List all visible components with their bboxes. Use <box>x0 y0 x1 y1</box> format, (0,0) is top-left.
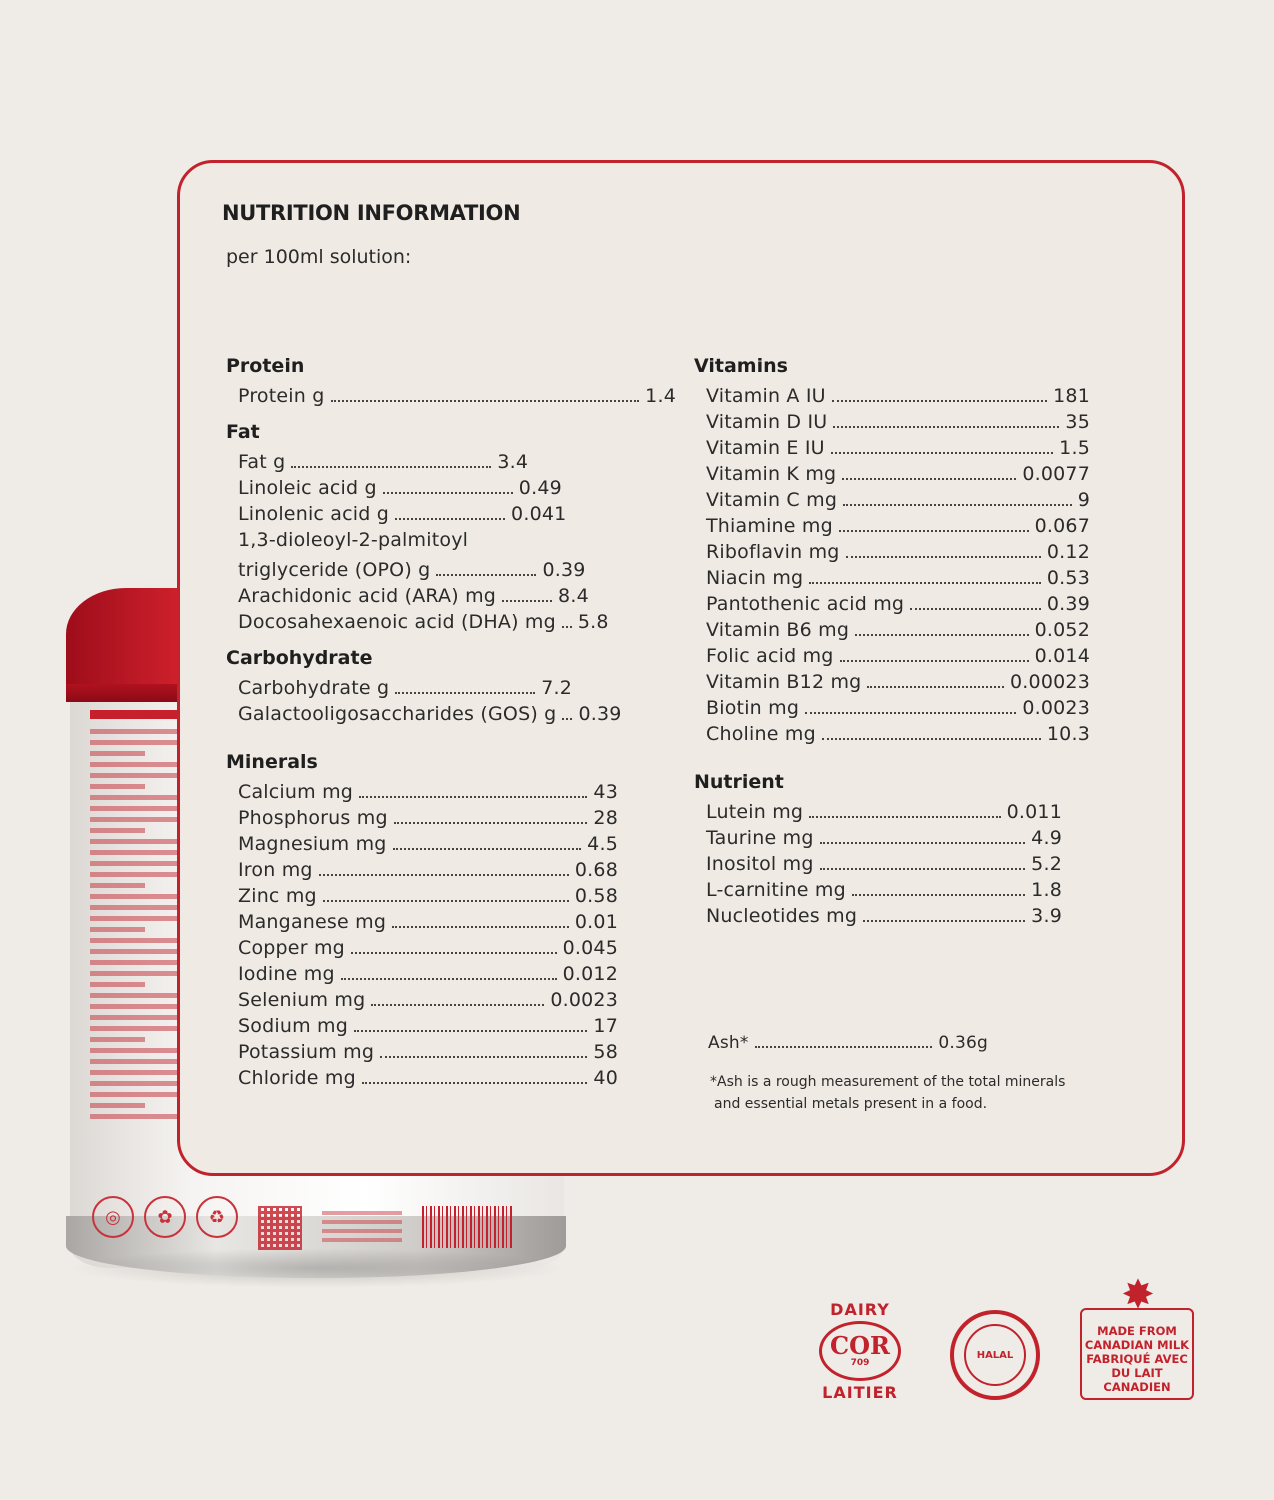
nutrient-name: L-carnitine mg <box>706 879 846 901</box>
nutrient-row <box>706 411 1090 437</box>
milk-badge-line: DU LAIT CANADIEN <box>1103 1366 1171 1394</box>
nutrient-value: 1.4 <box>645 385 676 407</box>
nutrient-value: 0.067 <box>1034 515 1090 537</box>
protein-rows <box>238 385 676 411</box>
nutrient-value: 40 <box>593 1067 618 1089</box>
nutrient-name: Arachidonic acid (ARA) mg <box>238 585 497 607</box>
section-heading-carbohydrate: Carbohydrate <box>226 647 373 669</box>
nutrient-row <box>706 593 1090 619</box>
nutrient-row <box>706 645 1090 671</box>
nutrient-name: Fat g <box>238 451 286 473</box>
halal-certification-badge <box>950 1310 1040 1400</box>
right-column <box>694 355 1134 931</box>
nutrient-row <box>238 885 618 911</box>
nutrient-row <box>238 937 618 963</box>
nutrient-row <box>706 853 1062 879</box>
nutrient-value: 3.4 <box>497 451 529 473</box>
nutrient-row <box>706 723 1090 749</box>
nutrient-value: 5.8 <box>577 611 609 633</box>
seal-icon: ✿ <box>144 1196 186 1238</box>
nutrient-name: Protein g <box>238 385 325 407</box>
nutrient-value: 1.8 <box>1031 879 1062 901</box>
nutrient-value: 0.39 <box>578 703 622 725</box>
nutrient-value: 0.0023 <box>1022 697 1090 719</box>
nutrient-name: Vitamin E IU <box>706 437 825 459</box>
nutrient-row <box>238 1067 618 1093</box>
cor-bottom-text: LAITIER <box>822 1383 898 1402</box>
nutrient-row <box>706 567 1090 593</box>
panel-title: NUTRITION INFORMATION <box>222 201 521 225</box>
nutrient-value: 0.39 <box>542 559 586 581</box>
nutrient-value: 0.68 <box>574 859 618 881</box>
nutrient-value: 0.12 <box>1046 541 1090 563</box>
footnote-line: and essential metals present in a food. <box>714 1096 988 1112</box>
nutrient-value: 58 <box>593 1041 618 1063</box>
nutrient-row <box>238 385 676 411</box>
nutrient-name: Vitamin B6 mg <box>706 619 850 641</box>
nutrient-name: Taurine mg <box>706 827 814 849</box>
nutrient-name: Riboflavin mg <box>706 541 840 563</box>
nutrient-value: 0.052 <box>1034 619 1090 641</box>
certification-badges <box>810 1272 1210 1416</box>
nutrient-row <box>238 989 618 1015</box>
nutrient-name: Lutein mg <box>706 801 804 823</box>
nutrient-value: 7.2 <box>541 677 573 699</box>
nutrient-value: 0.0023 <box>550 989 618 1011</box>
nutrient-name: Vitamin C mg <box>706 489 838 511</box>
nutrient-value: 0.53 <box>1046 567 1090 589</box>
nutrient-value: 181 <box>1053 385 1090 407</box>
nutrient-row <box>706 801 1062 827</box>
cor-number: 709 <box>850 1358 870 1368</box>
nutrient-value: 0.39 <box>1046 593 1090 615</box>
can-icons <box>92 1196 238 1238</box>
nutrient-name: Carbohydrate g <box>238 677 390 699</box>
nutrient-row <box>708 1033 988 1059</box>
nutrient-name: Selenium mg <box>238 989 366 1011</box>
nutrient-value: 0.041 <box>511 503 567 525</box>
nutrient-name: Chloride mg <box>238 1067 356 1089</box>
nutrient-name: Potassium mg <box>238 1041 375 1063</box>
cor-mark: COR <box>830 1331 890 1360</box>
nutrient-row <box>238 611 676 637</box>
nutrient-name: Sodium mg <box>238 1015 348 1037</box>
nutrient-row <box>238 833 618 859</box>
nutrition-panel <box>177 160 1185 1176</box>
can-label-text <box>90 710 182 1170</box>
nutrient-row <box>238 859 618 885</box>
nutrient-value: 43 <box>593 781 618 803</box>
nutrient-row <box>706 697 1090 723</box>
nutrient-value: 1.5 <box>1059 437 1090 459</box>
nutrient-name: Niacin mg <box>706 567 804 589</box>
nutrient-row <box>238 1015 618 1041</box>
section-heading-vitamins: Vitamins <box>694 355 788 377</box>
nutrient-name: Iodine mg <box>238 963 335 985</box>
nutrient-row <box>706 463 1090 489</box>
nutrient-value: 9 <box>1077 489 1090 511</box>
nutrient-row <box>238 911 618 937</box>
nutrient-value: 0.00023 <box>1010 671 1090 693</box>
nutrient-row <box>706 619 1090 645</box>
nutrient-name: Docosahexaenoic acid (DHA) mg <box>238 611 556 633</box>
nutrient-row <box>238 477 676 503</box>
nutrient-value: 10.3 <box>1046 723 1090 745</box>
barcode-icon <box>422 1206 512 1248</box>
nutrient-value: 0.011 <box>1006 801 1062 823</box>
can-address-text <box>322 1206 402 1247</box>
nutrient-value: 4.5 <box>587 833 618 855</box>
nutrient-row <box>238 559 676 585</box>
nutrient-value: 0.045 <box>562 937 618 959</box>
nutrient-row <box>706 489 1090 515</box>
nutrient-row <box>238 781 618 807</box>
nutrient-name: Zinc mg <box>238 885 317 907</box>
nutrient-name: Phosphorus mg <box>238 807 388 829</box>
nutrient-value: 4.9 <box>1031 827 1062 849</box>
qr-code-icon <box>258 1206 302 1250</box>
nutrient-value: 0.36g <box>938 1033 988 1053</box>
nutrient-row <box>238 451 676 477</box>
can-footer <box>258 1206 512 1250</box>
nutrient-name: Vitamin A IU <box>706 385 826 407</box>
vitamins-rows <box>706 385 1090 749</box>
nutrient-name: Linoleic acid g <box>238 477 377 499</box>
nutrient-value: 5.2 <box>1031 853 1062 875</box>
cor-dairy-badge <box>810 1300 910 1410</box>
milk-badge-line: MADE FROM <box>1097 1324 1177 1338</box>
cor-ring-icon <box>819 1321 901 1381</box>
nutrient-row <box>706 671 1090 697</box>
milk-badge-line: FABRIQUÉ AVEC <box>1086 1352 1188 1366</box>
nutrient-name: Vitamin K mg <box>706 463 837 485</box>
nutrient-value: 3.9 <box>1031 905 1062 927</box>
panel-subtitle: per 100ml solution: <box>226 246 412 268</box>
nutrient-row <box>238 585 676 611</box>
nutrient-value: 8.4 <box>558 585 589 607</box>
nutrient-name: Pantothenic acid mg <box>706 593 905 615</box>
nutrient-value: 35 <box>1065 411 1090 433</box>
nutrient-row <box>238 677 676 703</box>
nutrient-row <box>706 879 1062 905</box>
nutrient-row <box>706 905 1062 931</box>
section-heading-minerals: Minerals <box>226 751 318 773</box>
nutrient-name: Ash* <box>708 1033 749 1053</box>
milk-badge-line: CANADIAN MILK <box>1084 1338 1190 1352</box>
carbohydrate-rows <box>238 677 676 729</box>
can-shadow <box>66 1248 566 1288</box>
section-heading-nutrient: Nutrient <box>694 771 784 793</box>
cor-top-text: DAIRY <box>830 1300 890 1319</box>
nutrient-name: Linolenic acid g <box>238 503 390 525</box>
nutrient-value: 0.01 <box>574 911 618 933</box>
nutrient-name: Magnesium mg <box>238 833 387 855</box>
nutrient-value: 0.0077 <box>1022 463 1090 485</box>
recycle-icon: ♻ <box>196 1196 238 1238</box>
nutrient-row <box>238 807 618 833</box>
footnote-line: *Ash is a rough measurement of the total minerals <box>710 1074 1066 1090</box>
nutrient-name: triglyceride (OPO) g <box>238 559 431 581</box>
fat-rows <box>238 451 676 637</box>
nutrient-row <box>238 503 676 529</box>
nutrient-value: 0.014 <box>1034 645 1090 667</box>
nutrient-row <box>706 827 1062 853</box>
nutrient-name: Vitamin D IU <box>706 411 828 433</box>
nutrient-name-line: 1,3-dioleoyl-2-palmitoyl <box>238 529 469 551</box>
nutrient-row <box>706 385 1090 411</box>
nutrient-name: Iron mg <box>238 859 313 881</box>
nutrient-name: Inositol mg <box>706 853 814 875</box>
nutrient-value: 17 <box>593 1015 618 1037</box>
nutrient-row <box>706 541 1090 567</box>
nutrient-row <box>238 703 676 729</box>
canadian-milk-badge <box>1080 1272 1194 1400</box>
nutrient-name: Thiamine mg <box>706 515 833 537</box>
nutrient-rows <box>706 801 1062 931</box>
section-heading-fat: Fat <box>226 421 260 443</box>
nutrient-row <box>706 437 1090 463</box>
maple-leaf-cow-icon: ✸ <box>1121 1272 1155 1318</box>
nutrient-name: Nucleotides mg <box>706 905 858 927</box>
nutrient-name: Biotin mg <box>706 697 800 719</box>
nutrient-name: Folic acid mg <box>706 645 834 667</box>
nutrient-name: Copper mg <box>238 937 345 959</box>
nutrient-name: Galactooligosaccharides (GOS) g <box>238 703 557 725</box>
nutrient-value: 0.012 <box>562 963 618 985</box>
certification-icon: ◎ <box>92 1196 134 1238</box>
section-heading-protein: Protein <box>226 355 305 377</box>
minerals-rows <box>238 781 618 1093</box>
nutrient-name: Vitamin B12 mg <box>706 671 862 693</box>
nutrient-name: Calcium mg <box>238 781 354 803</box>
nutrient-name: Manganese mg <box>238 911 387 933</box>
nutrient-row <box>706 515 1090 541</box>
nutrient-value: 0.49 <box>518 477 562 499</box>
ash-row <box>708 1033 988 1059</box>
nutrient-name: Choline mg <box>706 723 816 745</box>
nutrient-row <box>238 1041 618 1067</box>
ash-footnote <box>710 1071 1065 1115</box>
left-column <box>226 355 676 1093</box>
nutrient-value: 0.58 <box>574 885 618 907</box>
nutrient-value: 28 <box>593 807 618 829</box>
nutrient-row <box>238 963 618 989</box>
halal-seal-icon: HALAL <box>964 1324 1026 1386</box>
